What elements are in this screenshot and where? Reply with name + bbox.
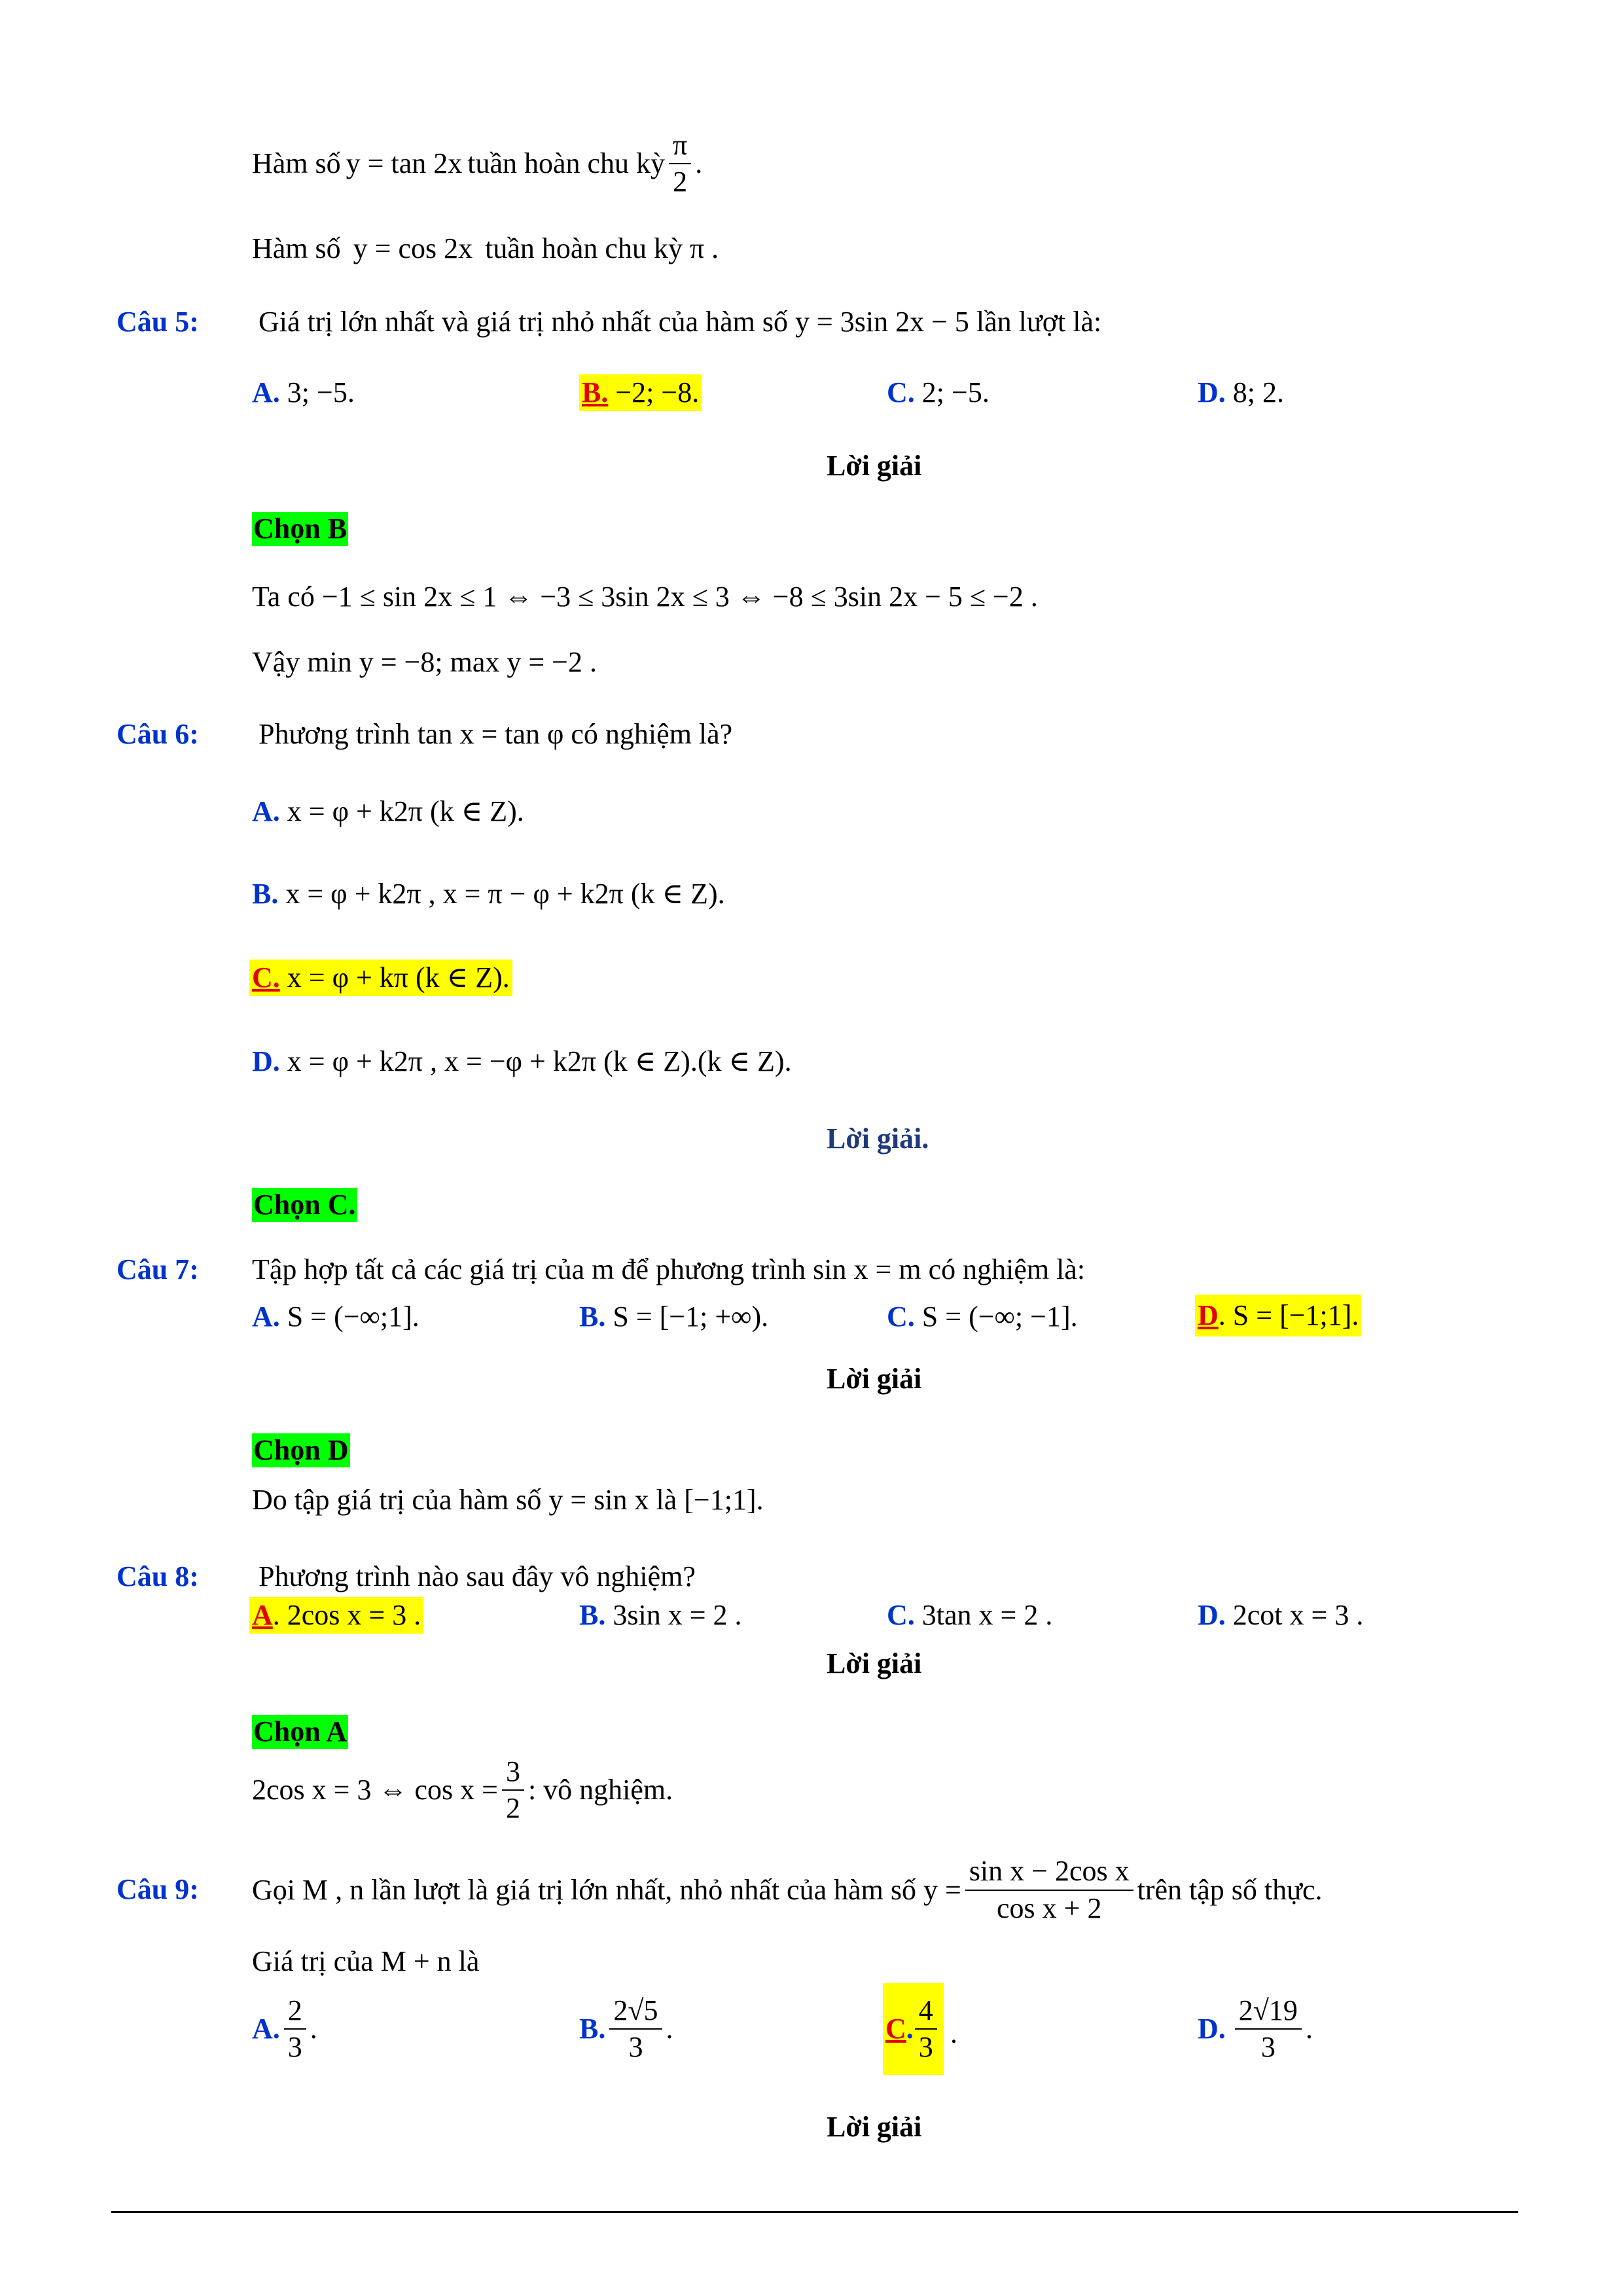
option-letter: C. (252, 961, 280, 994)
option-value: 2cot x = 3 . (1225, 1599, 1364, 1631)
option-letter: A. (252, 2013, 280, 2045)
option-letter: C (885, 2013, 906, 2045)
q5-solution-title: Lời giải (827, 450, 922, 482)
fraction-denominator: 2 (505, 1792, 520, 1824)
intro-line-2 (252, 234, 719, 263)
intro-line-2-post: tuần hoàn chu kỳ (485, 232, 690, 264)
intro-line-1-pre: Hàm số (252, 147, 341, 179)
fraction-numerator: π (669, 130, 691, 164)
q7-option-b[interactable] (579, 1302, 768, 1331)
q6-option-a[interactable] (252, 797, 524, 826)
option-value: . S = [−1;1]. (1218, 1299, 1359, 1331)
option-letter: B. (579, 1300, 606, 1333)
question-9-fraction (965, 1856, 1133, 1923)
option-letter: B. (252, 878, 279, 910)
option-value: 3tan x = 2 . (914, 1599, 1053, 1631)
intro-line-2-pre: Hàm số (252, 232, 348, 264)
q9-option-b[interactable] (579, 1990, 673, 2068)
option-value: S = (−∞;1]. (279, 1300, 419, 1333)
question-8-label: Câu 8: (116, 1560, 199, 1592)
intro-line-1-expr: y = tan 2x (346, 147, 463, 179)
fraction-denominator: 3 (628, 2031, 643, 2063)
intro-line-1 (252, 124, 702, 203)
q8-solution-line (252, 1754, 673, 1826)
fraction-denominator: 3 (287, 2031, 302, 2063)
option-fraction (915, 1996, 937, 2062)
q7-option-c[interactable] (887, 1302, 1078, 1331)
question-6-text: Phương trình tan x = tan φ có nghiệm là? (259, 718, 733, 750)
option-letter: A. (252, 1300, 280, 1333)
option-fraction (1235, 1996, 1302, 2062)
option-letter: D (1198, 1299, 1219, 1331)
option-letter: A. (252, 376, 280, 408)
intro-line-1-end: . (695, 147, 703, 179)
q7-solution-title: Lời giải (827, 1363, 922, 1395)
question-9-text-pre: Gọi M , n lần lượt là giá trị lớn nhất, nhỏ nhất của hàm số y = (252, 1873, 961, 1906)
option-letter: A. (252, 795, 280, 827)
fraction-denominator: cos x + 2 (996, 1892, 1102, 1924)
intro-line-2-val: π (689, 232, 705, 264)
option-end: . (1305, 2013, 1313, 2045)
q8-solution-fraction (502, 1757, 524, 1823)
option-letter: C. (887, 1599, 915, 1631)
q8-option-a[interactable] (249, 1597, 423, 1634)
option-letter: C. (887, 1300, 915, 1333)
option-letter: B. (579, 1599, 606, 1631)
question-9-text-2: Giá trị của M + n là (252, 1945, 480, 1977)
question-5-text: Giá trị lớn nhất và giá trị nhỏ nhất của hàm số y = 3sin 2x − 5 lần lượt là: (259, 306, 1102, 338)
option-value: S = [−1; +∞). (605, 1300, 769, 1333)
option-value: x = φ + k2π , x = π − φ + k2π (k ∈ Z). (278, 878, 725, 910)
q8-option-b[interactable] (579, 1601, 742, 1630)
question-5-label: Câu 5: (116, 306, 199, 338)
q9-solution-title: Lời giải (827, 2111, 922, 2143)
question-9-label: Câu 9: (116, 1873, 199, 1905)
question-8-text: Phương trình nào sau đây vô nghiệm? (259, 1560, 696, 1592)
fraction-numerator: 3 (502, 1757, 524, 1791)
question-7-label: Câu 7: (116, 1253, 199, 1285)
q5-option-c[interactable] (887, 378, 990, 407)
q6-choose: Chọn C. (253, 1189, 356, 1221)
option-fraction (284, 1996, 306, 2062)
intro-line-2-expr: y = cos 2x (353, 232, 473, 264)
option-letter: A (252, 1599, 273, 1631)
intro-line-1-fraction (669, 130, 691, 197)
q6-option-b[interactable] (252, 880, 725, 908)
q6-option-c[interactable] (249, 960, 512, 996)
fraction-numerator: 4 (915, 1996, 937, 2030)
option-value: −2; −8. (608, 376, 700, 408)
footer-divider (111, 2211, 1518, 2213)
question-6-label: Câu 6: (116, 718, 199, 750)
q7-solution-line-1: Do tập giá trị của hàm số y = sin x là [−1;1]. (252, 1484, 764, 1516)
q7-choose: Chọn D (253, 1434, 349, 1466)
q8-option-d[interactable] (1198, 1601, 1363, 1630)
q8-solution-post: : vô nghiệm. (527, 1774, 673, 1806)
intro-line-2-end: . (711, 232, 719, 264)
q6-solution-title: Lời giải. (827, 1122, 929, 1155)
fraction-denominator: 3 (918, 2031, 933, 2063)
fraction-numerator: 2√5 (609, 1996, 662, 2030)
q5-solution-line-1: Ta có −1 ≤ sin 2x ≤ 1 ⇔ −3 ≤ 3sin 2x ≤ 3 ⇔ −8 ≤ 3sin 2x − 5 ≤ −2 . (252, 581, 1038, 613)
q7-option-a[interactable] (252, 1302, 419, 1331)
option-letter: C. (887, 376, 915, 408)
q5-option-d[interactable] (1198, 378, 1284, 407)
q9-option-d[interactable] (1198, 1990, 1313, 2068)
q8-solution-title: Lời giải (827, 1647, 922, 1679)
question-9-text-post: trên tập số thực. (1137, 1873, 1323, 1906)
option-fraction (609, 1996, 662, 2062)
q5-solution-line-2: Vậy min y = −8; max y = −2 . (252, 646, 597, 678)
q5-option-b[interactable] (579, 374, 702, 411)
q8-solution-pre: 2cos x = 3 ⇔ cos x = (252, 1774, 498, 1806)
option-value: 8; 2. (1225, 376, 1285, 408)
option-value: 3sin x = 2 . (605, 1599, 742, 1631)
fraction-numerator: 2 (284, 1996, 306, 2030)
option-value: x = φ + k2π (k ∈ Z). (279, 795, 524, 827)
q8-option-c[interactable] (887, 1601, 1052, 1630)
option-value: S = (−∞; −1]. (914, 1300, 1078, 1333)
option-value: x = φ + k2π , x = −φ + k2π (k ∈ Z).(k ∈ Z). (279, 1045, 792, 1077)
q7-option-d[interactable] (1195, 1295, 1361, 1336)
q5-option-a[interactable] (252, 378, 355, 407)
option-end: . (310, 2013, 317, 2045)
option-value: x = φ + kπ (k ∈ Z). (279, 961, 510, 994)
option-value: 2; −5. (914, 376, 990, 408)
question-7-text: Tập hợp tất cả các giá trị của m để phương trình sin x = m có nghiệm là: (252, 1253, 1086, 1285)
option-letter: D. (1198, 2013, 1226, 2045)
q8-choose: Chọn A (253, 1715, 348, 1748)
option-letter: B. (579, 2013, 606, 2045)
q9-option-c[interactable] (883, 1983, 944, 2075)
fraction-numerator: sin x − 2cos x (965, 1856, 1133, 1890)
fraction-denominator: 3 (1260, 2031, 1275, 2063)
q9-option-c-end: . (950, 2017, 957, 2049)
question-9-text (252, 1852, 1323, 1928)
option-letter: D. (1198, 1599, 1226, 1631)
option-letter: B. (582, 376, 609, 408)
q6-option-d[interactable] (252, 1047, 792, 1076)
option-letter: D. (252, 1045, 280, 1077)
q9-option-a[interactable] (252, 1990, 317, 2068)
option-dot: . (906, 2013, 914, 2045)
option-end: . (666, 2013, 673, 2045)
q5-choose: Chọn B (253, 512, 348, 545)
intro-line-1-post: tuần hoàn chu kỳ (467, 147, 666, 179)
option-value: . 2cos x = 3 . (272, 1599, 421, 1631)
option-letter: D. (1198, 376, 1226, 408)
fraction-denominator: 2 (673, 166, 688, 198)
fraction-numerator: 2√19 (1235, 1996, 1302, 2030)
option-value: 3; −5. (279, 376, 355, 408)
